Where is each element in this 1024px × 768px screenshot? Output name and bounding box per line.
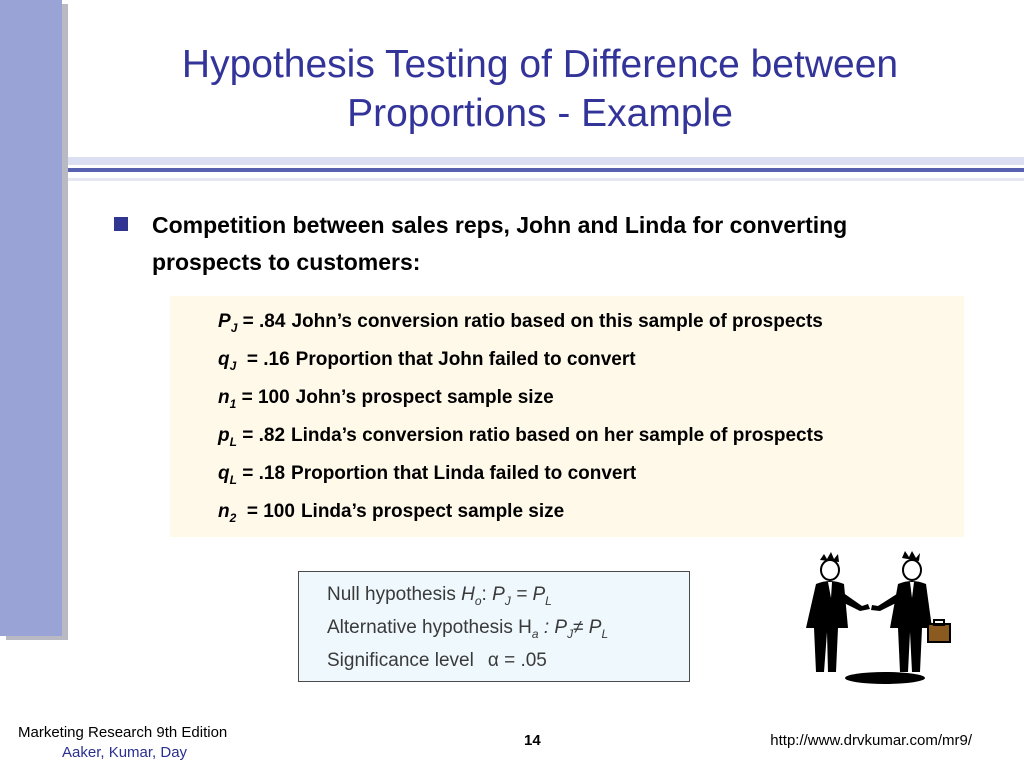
side-band	[0, 0, 62, 636]
footer-authors: Aaker, Kumar, Day	[62, 744, 188, 761]
def-operator: =	[236, 349, 264, 370]
alt-label: Alternative hypothesis H	[327, 617, 532, 638]
alt-colon: : P	[538, 617, 568, 638]
def-subscript: 2	[229, 510, 237, 525]
slide-title	[90, 40, 990, 138]
def-subscript: L	[229, 472, 237, 487]
def-symbol: n	[218, 501, 230, 522]
def-description: John’s conversion ratio based on this sample of prospects	[291, 311, 823, 332]
def-value: .82	[258, 425, 286, 446]
def-operator: =	[236, 425, 259, 446]
def-symbol: q	[218, 349, 230, 370]
def-description: Linda’s conversion ratio based on her sample of prospects	[291, 425, 824, 446]
null-eq: = P	[510, 584, 546, 605]
definition-row	[218, 311, 823, 335]
page-number: 14	[524, 732, 541, 749]
definition-row	[218, 463, 636, 487]
null-hypothesis	[327, 584, 552, 608]
def-subscript: J	[229, 358, 237, 373]
header-rule	[68, 168, 1024, 172]
def-operator: =	[236, 501, 264, 522]
null-H-sub: o	[474, 593, 482, 608]
def-symbol: n	[218, 387, 230, 408]
null-PJ: P	[492, 584, 505, 605]
header-rule-light	[68, 157, 1024, 165]
hypothesis-box	[298, 571, 690, 682]
null-PJ-sub: J	[504, 593, 511, 608]
bullet-text	[152, 207, 972, 281]
def-value: .16	[263, 349, 290, 370]
definition-row	[218, 387, 554, 411]
sig-label: Significance level	[327, 650, 474, 671]
definition-row	[218, 425, 824, 449]
def-subscript: 1	[229, 396, 237, 411]
def-value: 100	[257, 387, 290, 408]
def-symbol: q	[218, 463, 230, 484]
slide-title-line2: Proportions - Example	[347, 92, 733, 135]
alt-neq: ≠ P	[573, 617, 602, 638]
def-description: Proportion that John failed to convert	[295, 349, 636, 370]
bullet-square-icon	[114, 217, 128, 231]
def-description: Proportion that Linda failed to convert	[291, 463, 637, 484]
bullet-line2: prospects to customers:	[152, 249, 421, 275]
null-colon: :	[481, 584, 493, 605]
footer-url[interactable]: http://www.drvkumar.com/mr9/	[770, 732, 972, 749]
alt-H-sub: a	[531, 626, 539, 641]
footer-book-title: Marketing Research 9th Edition	[18, 724, 228, 741]
sig-value: α = .05	[487, 650, 547, 671]
def-value: .18	[258, 463, 286, 484]
slide-title-line1: Hypothesis Testing of Difference between	[181, 43, 899, 86]
def-operator: =	[237, 311, 260, 332]
bullet-line1: Competition between sales reps, John and Linda for converting	[152, 212, 848, 238]
header-rule-shadow	[68, 178, 1024, 181]
alt-PL-sub: L	[601, 626, 609, 641]
def-symbol: p	[218, 425, 230, 446]
def-value: .84	[259, 311, 286, 332]
definition-row	[218, 349, 636, 373]
null-label: Null hypothesis	[327, 584, 462, 605]
def-symbol: P	[218, 311, 231, 332]
def-subscript: J	[230, 320, 238, 335]
def-operator: =	[236, 463, 259, 484]
def-description: John’s prospect sample size	[295, 387, 554, 408]
alt-PJ-sub: J	[567, 626, 574, 641]
null-PL-sub: L	[545, 593, 552, 608]
def-value: 100	[263, 501, 295, 522]
handshake-illustration	[790, 548, 970, 688]
def-operator: =	[236, 387, 258, 408]
null-H: H	[461, 584, 475, 605]
alternative-hypothesis	[327, 617, 608, 641]
definition-row	[218, 501, 564, 525]
def-subscript: L	[229, 434, 237, 449]
significance-level	[327, 650, 547, 672]
def-description: Linda’s prospect sample size	[300, 501, 565, 522]
